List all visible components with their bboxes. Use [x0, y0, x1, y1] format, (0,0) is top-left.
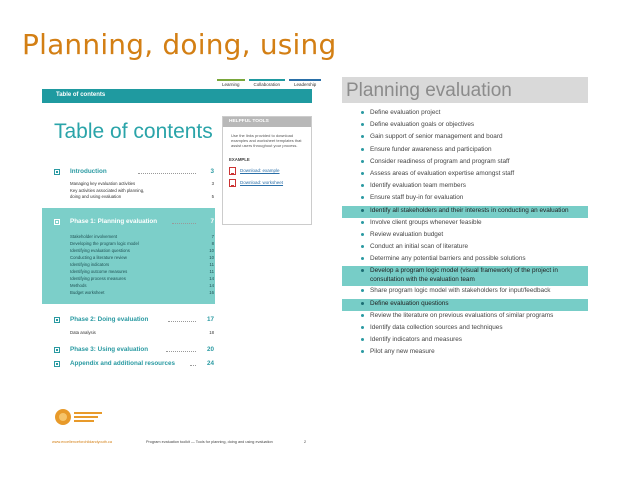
footer-url: www.excellenceforchildandyouth.ca	[52, 440, 112, 444]
bullet-icon	[361, 160, 364, 163]
bullet-icon	[361, 326, 364, 329]
tab-collaboration: Collaboration	[249, 79, 286, 89]
planning-evaluation-image	[342, 77, 588, 377]
helpful-tools-box	[222, 116, 312, 225]
pdf-file-icon	[229, 167, 236, 175]
plan-item-text: Share program logic model with stakeholders for input/feedback	[370, 287, 551, 295]
slide-title: Planning, doing, using	[22, 28, 337, 61]
download-worksheet-link[interactable]: Download: worksheet	[223, 177, 311, 189]
plan-item-text: Identify evaluation team members	[370, 182, 466, 190]
toc-sub-item: Developing the program logic model 8	[70, 241, 214, 246]
plan-item-text: Review evaluation budget	[370, 230, 444, 238]
bullet-icon	[361, 221, 364, 224]
toc-sub-item: Identifying indicators 11	[70, 262, 214, 267]
plan-title: Planning evaluation	[346, 80, 512, 101]
expand-box-icon	[54, 169, 60, 175]
toc-sub-item: Identifying outcome measures 11	[70, 269, 214, 274]
plan-list-item	[342, 108, 588, 120]
plan-header	[342, 77, 588, 103]
bullet-icon	[361, 123, 364, 126]
plan-list-item	[342, 157, 588, 169]
expand-box-icon	[54, 219, 60, 225]
expand-box-icon	[54, 347, 60, 353]
plan-item-text: Identify indicators and measures	[370, 336, 463, 344]
footer-page-number: 2	[304, 440, 307, 444]
plan-item-text: Define evaluation project	[370, 109, 441, 116]
plan-list-item	[342, 132, 588, 144]
tab-learning: Learning	[217, 79, 245, 89]
example-label: EXAMPLE	[229, 156, 250, 162]
bullet-icon	[361, 233, 364, 236]
plan-item-text: Conduct an initial scan of literature	[370, 243, 469, 251]
bullet-icon	[361, 257, 364, 260]
expand-box-icon	[54, 317, 60, 323]
bullet-icon	[361, 314, 364, 317]
plan-item-text: Gain support of senior management and board	[370, 133, 503, 141]
plan-list-item	[342, 206, 588, 218]
plan-list-item	[342, 181, 588, 193]
plan-item-text: Identify data collection sources and techniques	[370, 324, 503, 331]
expand-box-icon	[54, 361, 60, 367]
plan-list-item	[342, 218, 588, 230]
plan-list-item	[342, 347, 588, 359]
plan-list-item	[342, 286, 588, 298]
toc-page-image	[42, 76, 342, 456]
toc-sub-item: Stakeholder involvement 7	[70, 234, 214, 239]
bullet-icon	[361, 184, 364, 187]
download-example-link[interactable]: Download: example	[223, 165, 311, 177]
toc-entry-phase2: Phase 2: Doing evaluation 17	[54, 316, 214, 326]
toc-entry-appendix: Appendix and additional resources 24	[54, 360, 214, 370]
bullet-icon	[361, 350, 364, 353]
plan-item-text: Develop a program logic model (visual framework) of the project in consultation with the evaluation team	[370, 267, 558, 284]
bullet-icon	[361, 302, 364, 305]
toc-sub-item: Key activities associated with planning,	[70, 188, 145, 193]
plan-list-item	[342, 230, 588, 242]
plan-list-item	[342, 299, 588, 311]
plan-list-item	[342, 266, 588, 286]
toc-bar-label: Table of contents	[56, 92, 106, 98]
toc-sub-item: Budget worksheet 16	[70, 290, 214, 295]
plan-list-item	[342, 193, 588, 205]
toc-sub-item: doing and using evaluation 5	[70, 194, 214, 199]
plan-list-item	[342, 169, 588, 181]
plan-checklist	[342, 108, 588, 360]
helpful-tools-text: Use the links provided to download examples and worksheet templates that assist users throughout your process.	[231, 133, 302, 149]
phase1-highlight-band	[42, 208, 215, 304]
tab-leadership: Leadership	[289, 79, 321, 89]
plan-item-text: Define evaluation questions	[370, 299, 449, 307]
plan-list-item	[342, 242, 588, 254]
toc-sub-item: Conducting a literature review 10	[70, 255, 214, 260]
plan-list-item	[342, 120, 588, 132]
bullet-icon	[361, 209, 364, 212]
plan-list-item	[342, 335, 588, 347]
toc-sub-item: Identifying evaluation questions 10	[70, 248, 214, 253]
plan-item-text: Determine any potential barriers and possible solutions	[370, 255, 526, 263]
centre-logo-icon	[54, 406, 104, 428]
toc-entry-introduction: Introduction 3	[54, 168, 214, 178]
bullet-icon	[361, 111, 364, 114]
bullet-icon	[361, 245, 364, 248]
plan-item-text: Review the literature on previous evaluations of similar programs	[370, 311, 554, 319]
toc-entry-phase1: Phase 1: Planning evaluation 7	[54, 218, 214, 228]
plan-list-item	[342, 145, 588, 157]
toc-sub-item: Identifying process measures 14	[70, 276, 214, 281]
bullet-icon	[361, 269, 364, 272]
bullet-icon	[361, 289, 364, 292]
bullet-icon	[361, 338, 364, 341]
plan-item-text: Identify all stakeholders and their interests in conducting an evaluation	[370, 206, 569, 214]
toc-sub-item: Managing key evaluation activities 3	[70, 181, 214, 186]
plan-list-item	[342, 323, 588, 335]
helpful-tools-heading: HELPFUL TOOLS	[223, 117, 311, 127]
plan-item-text: Define evaluation goals or objectives	[370, 121, 475, 129]
bullet-icon	[361, 196, 364, 199]
bullet-icon	[361, 172, 364, 175]
plan-item-text: Ensure staff buy-in for evaluation	[370, 194, 464, 202]
bullet-icon	[361, 148, 364, 151]
toc-sub-item: Methods 14	[70, 283, 214, 288]
plan-list-item	[342, 254, 588, 266]
footer-title: Program evaluation toolkit — Tools for planning, doing and using evaluation	[146, 440, 273, 444]
plan-item-text: Ensure funder awareness and participation	[370, 145, 492, 153]
plan-item-text: Assess areas of evaluation expertise amongst staff	[370, 169, 515, 177]
toc-header-bar	[42, 89, 312, 103]
pdf-file-icon	[229, 179, 236, 187]
plan-list-item	[342, 311, 588, 323]
plan-item-text: Pilot any new measure	[370, 348, 435, 356]
toc-tabs	[217, 79, 321, 89]
toc-entry-phase3: Phase 3: Using evaluation 20	[54, 346, 214, 356]
toc-heading: Table of contents	[54, 120, 213, 143]
bullet-icon	[361, 135, 364, 138]
plan-item-text: Consider readiness of program and program staff	[370, 157, 510, 165]
toc-sub-item: Data analysis 18	[70, 330, 214, 335]
plan-item-text: Involve client groups whenever feasible	[370, 218, 482, 226]
